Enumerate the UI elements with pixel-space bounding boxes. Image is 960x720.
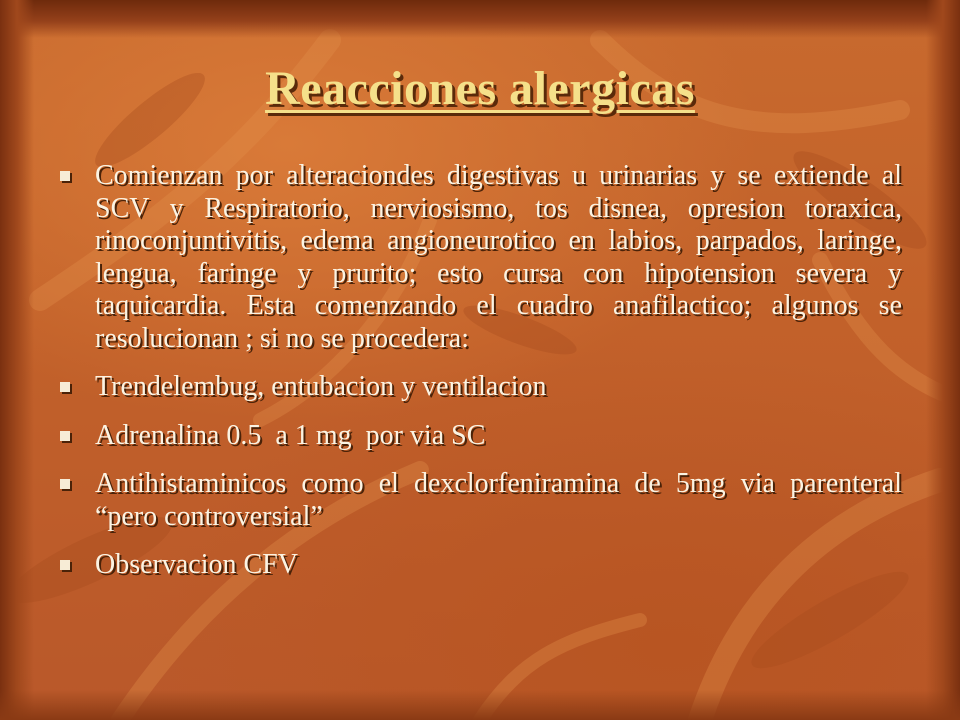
bullet-item bbox=[52, 371, 902, 404]
square-bullet-icon bbox=[60, 560, 70, 570]
bullet-text: Observacion CFV bbox=[95, 549, 298, 580]
square-bullet-icon bbox=[60, 431, 70, 441]
bullet-text: Adrenalina 0.5 a 1 mg por via SC bbox=[95, 419, 486, 451]
bullet-item bbox=[52, 549, 902, 582]
bullet-item bbox=[52, 160, 902, 355]
square-bullet-icon bbox=[60, 479, 70, 489]
bullet-item bbox=[52, 468, 902, 533]
bullet-text: Antihistaminicos como el dexclorfeniramina de 5mg via parenteral “pero controversial” bbox=[95, 468, 902, 532]
square-bullet-icon bbox=[60, 382, 70, 392]
bullet-text: Trendelembug, entubacion y ventilacion bbox=[95, 371, 547, 402]
slide-title: Reacciones alergicas bbox=[265, 62, 695, 115]
square-bullet-icon bbox=[60, 171, 70, 181]
bullet-item bbox=[52, 420, 902, 453]
bottom-dark-border bbox=[0, 690, 960, 720]
top-dark-border bbox=[0, 0, 960, 38]
bullet-text: Comienzan por alteraciondes digestivas u urinarias y se extiende al SCV y Respiratorio, nerviosismo, tos disnea, opresion toraxica, rinoconjuntivitis, edema angioneurotico en labios, parpados, laringe, lengua, faringe y prurito; esto cursa con hipotension severa y taquicardia. Esta comenzando el cuadro anafilactico; algunos se resolucionan ; si no se procedera: bbox=[95, 160, 902, 354]
bullet-list bbox=[52, 160, 902, 598]
